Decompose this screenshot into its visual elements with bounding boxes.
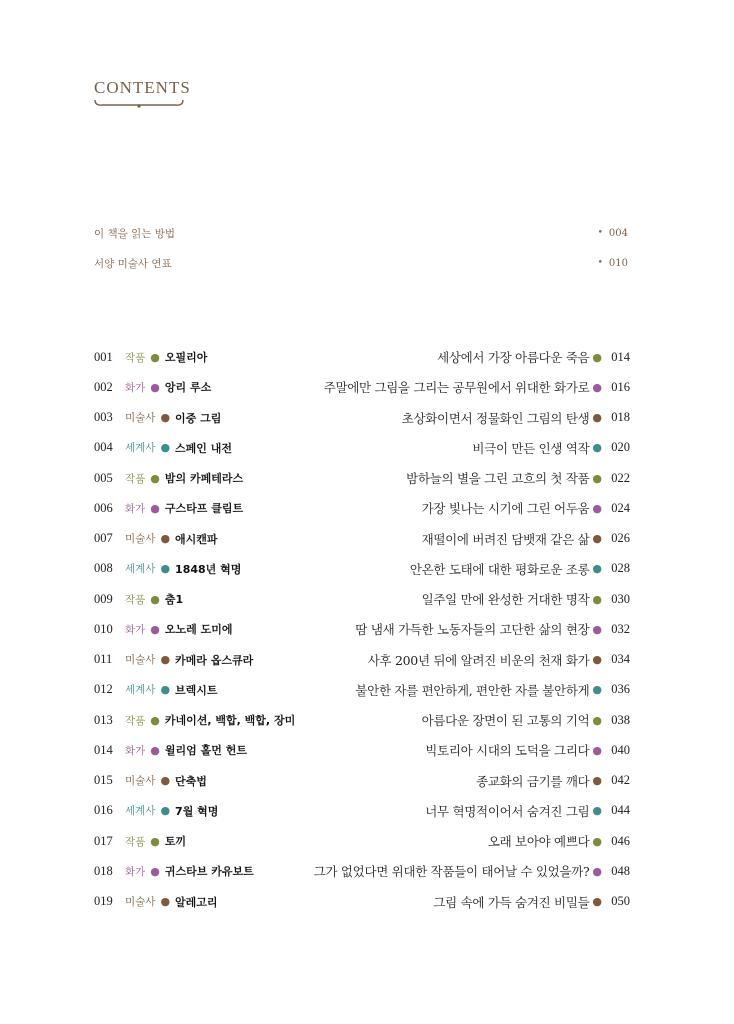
entry-description: 주말에만 그림을 그리는 공무원에서 위대한 화가로: [323, 380, 590, 396]
category-dot-icon: ●: [160, 804, 171, 818]
entry-page: 016: [611, 379, 630, 394]
page-dot-icon: ●: [592, 834, 602, 848]
title-flourish-ornament: [93, 97, 185, 109]
entry-title: 애시캔파: [175, 532, 218, 546]
bullet-dot-icon: •: [597, 258, 603, 268]
entry-category: 화가: [125, 381, 146, 394]
entry-description: 아름다운 장면이 된 고통의 기억: [421, 713, 590, 729]
entry-title: 오필리아: [164, 351, 208, 365]
toc-entry[interactable]: [94, 735, 630, 765]
entry-description: 오래 보아야 예쁘다: [487, 834, 590, 850]
entry-description: 밤하늘의 별을 그린 고흐의 첫 작품: [406, 471, 590, 487]
entry-title: 알레고리: [175, 895, 218, 909]
entry-page: 048: [611, 863, 630, 878]
toc-entry[interactable]: [94, 675, 630, 705]
entry-page: 026: [611, 531, 630, 546]
entry-category: 화가: [125, 744, 146, 757]
entry-description: 비극이 만든 인생 역작: [472, 440, 590, 456]
category-dot-icon: ●: [150, 743, 160, 757]
category-dot-icon: ●: [150, 592, 160, 606]
entry-page: 036: [611, 682, 630, 697]
entry-page: 024: [611, 500, 630, 515]
page-dot-icon: ●: [592, 864, 602, 878]
page-dot-icon: ●: [592, 592, 602, 606]
entry-description: 불안한 자를 편안하게, 편안한 자를 불안하게: [355, 682, 590, 698]
intro-label: 이 책을 읽는 방법: [94, 227, 176, 240]
page-dot-icon: ●: [592, 380, 602, 394]
toc-entry[interactable]: [94, 433, 630, 463]
category-dot-icon: ●: [160, 562, 171, 576]
entry-title: 오노레 도미에: [164, 623, 233, 637]
entry-title: 토끼: [164, 835, 187, 849]
entry-description: 그림 속에 가득 숨겨진 비밀들: [433, 894, 590, 910]
entry-title: 귀스타브 카유보트: [164, 865, 254, 879]
entry-number: 008: [94, 561, 113, 576]
toc-entry[interactable]: [94, 826, 630, 856]
entry-page: 018: [611, 410, 630, 425]
entry-number: 014: [94, 742, 113, 757]
entry-category: 화가: [125, 623, 146, 636]
entry-page: 034: [611, 652, 630, 667]
entry-page: 028: [611, 561, 630, 576]
entry-title: 구스타프 클림트: [164, 502, 244, 516]
entry-title: 춤1: [164, 593, 184, 607]
entry-category: 세계사: [125, 805, 156, 818]
page-dot-icon: ●: [592, 774, 602, 788]
page-dot-icon: ●: [592, 622, 602, 636]
category-dot-icon: ●: [160, 411, 171, 425]
entry-number: 012: [94, 682, 113, 697]
entry-category: 미술사: [125, 533, 156, 546]
entry-number: 015: [94, 773, 113, 788]
category-dot-icon: ●: [150, 350, 160, 364]
entry-number: 002: [94, 379, 113, 394]
entry-page: 040: [611, 742, 630, 757]
toc-entry[interactable]: [94, 463, 630, 493]
entry-description: 빅토리아 시대의 도덕을 그리다: [425, 743, 590, 759]
entry-category: 화가: [125, 865, 146, 878]
toc-entry[interactable]: [94, 403, 630, 433]
toc-entry[interactable]: [94, 524, 630, 554]
entry-page: 044: [611, 803, 630, 818]
page-dot-icon: ●: [592, 713, 602, 727]
entry-page: 030: [611, 591, 630, 606]
entry-page: 038: [611, 712, 630, 727]
entry-category: 화가: [125, 502, 146, 515]
entry-title: 이중 그림: [175, 411, 222, 425]
toc-entry[interactable]: [94, 493, 630, 523]
entry-number: 010: [94, 621, 113, 636]
entry-description: 재떨이에 버려진 담뱃재 같은 삶: [421, 531, 590, 547]
entry-category: 미술사: [125, 654, 156, 667]
entry-description: 안온한 도태에 대한 평화로운 조롱: [409, 561, 590, 577]
category-dot-icon: ●: [150, 471, 160, 485]
entry-page: 050: [611, 894, 630, 909]
page-dot-icon: ●: [592, 683, 602, 697]
entry-title: 앙리 루소: [164, 381, 212, 395]
toc-entry[interactable]: [94, 766, 630, 796]
page-dot-icon: ●: [592, 350, 602, 364]
entry-page: 020: [611, 440, 630, 455]
page-dot-icon: ●: [592, 471, 602, 485]
entry-category: 작품: [125, 835, 146, 848]
intro-page: 010: [608, 257, 628, 269]
toc-entry[interactable]: [94, 796, 630, 826]
toc-entry[interactable]: [94, 554, 630, 584]
entry-description: 가장 빛나는 시기에 그린 어두움: [421, 501, 590, 517]
page-dot-icon: ●: [592, 653, 602, 667]
category-dot-icon: ●: [150, 380, 160, 394]
entry-description: 너무 혁명적이어서 숨겨진 그림: [425, 803, 590, 819]
page-dot-icon: ●: [592, 532, 602, 546]
entry-title: 스페인 내전: [175, 441, 233, 455]
entry-number: 005: [94, 470, 113, 485]
entry-number: 011: [94, 652, 113, 667]
entry-number: 004: [94, 440, 113, 455]
entry-category: 작품: [125, 593, 146, 606]
category-dot-icon: ●: [150, 622, 160, 636]
toc-entry[interactable]: [94, 372, 630, 402]
category-dot-icon: ●: [160, 441, 171, 455]
category-dot-icon: ●: [160, 683, 171, 697]
entry-number: 017: [94, 833, 113, 848]
entry-title: 단축법: [175, 774, 207, 788]
entry-description: 초상화이면서 정물화인 그림의 탄생: [401, 410, 590, 426]
entry-number: 016: [94, 803, 113, 818]
toc-entry[interactable]: [94, 645, 630, 675]
entry-page: 046: [611, 833, 630, 848]
entry-category: 미술사: [125, 896, 156, 909]
toc-entry[interactable]: [94, 584, 630, 614]
toc-entry[interactable]: [94, 705, 630, 735]
entry-page: 032: [611, 621, 630, 636]
toc-entry[interactable]: [94, 342, 630, 372]
entry-category: 작품: [125, 351, 146, 364]
entry-category: 작품: [125, 472, 146, 485]
entry-title: 윌리엄 홀먼 헌트: [164, 744, 247, 758]
entry-title: 카네이션, 백합, 백합, 장미: [164, 714, 296, 728]
entry-number: 006: [94, 500, 113, 515]
toc-entry[interactable]: [94, 887, 630, 917]
entry-category: 미술사: [125, 412, 156, 425]
page-dot-icon: ●: [592, 895, 602, 909]
category-dot-icon: ●: [160, 774, 171, 788]
category-dot-icon: ●: [160, 653, 171, 667]
category-dot-icon: ●: [150, 834, 160, 848]
entry-description: 일주일 만에 완성한 거대한 명작: [421, 592, 590, 608]
category-dot-icon: ●: [150, 501, 160, 515]
page-dot-icon: ●: [592, 411, 602, 425]
entry-number: 001: [94, 349, 113, 364]
page-dot-icon: ●: [592, 441, 602, 455]
entry-number: 007: [94, 531, 113, 546]
entry-number: 009: [94, 591, 113, 606]
entry-title: 브렉시트: [175, 683, 218, 697]
page-dot-icon: ●: [592, 743, 602, 757]
bullet-dot-icon: •: [597, 228, 603, 238]
category-dot-icon: ●: [150, 864, 160, 878]
entry-category: 작품: [125, 714, 146, 727]
entry-description: 사후 200년 뒤에 알려진 비운의 천재 화가: [367, 652, 590, 668]
entry-title: 7월 혁명: [175, 804, 219, 818]
category-dot-icon: ●: [150, 713, 160, 727]
entry-title: 카메라 옵스큐라: [175, 653, 254, 667]
page-dot-icon: ●: [592, 804, 602, 818]
toc-entry[interactable]: [94, 856, 630, 886]
entry-number: 019: [94, 894, 113, 909]
entry-number: 018: [94, 863, 113, 878]
entry-title: 밤의 카페테라스: [164, 472, 244, 486]
intro-row-how-to-read[interactable]: [94, 223, 628, 243]
entry-description: 종교화의 금기를 깨다: [476, 773, 590, 789]
toc-entry[interactable]: [94, 614, 630, 644]
entry-page: 042: [611, 773, 630, 788]
toc-list: [94, 342, 630, 917]
entry-title: 1848년 혁명: [175, 562, 242, 576]
category-dot-icon: ●: [160, 895, 171, 909]
entry-description: 땀 냄새 가득한 노동자들의 고단한 삶의 현장: [355, 622, 590, 638]
entry-category: 세계사: [125, 442, 156, 455]
contents-title: CONTENTS: [94, 78, 191, 97]
page-dot-icon: ●: [592, 562, 602, 576]
category-dot-icon: ●: [160, 532, 171, 546]
entry-category: 세계사: [125, 563, 156, 576]
entry-number: 003: [94, 410, 113, 425]
entry-number: 013: [94, 712, 113, 727]
entry-description: 세상에서 가장 아름다운 죽음: [437, 350, 590, 366]
entry-category: 세계사: [125, 684, 156, 697]
intro-row-timeline[interactable]: [94, 253, 628, 273]
entry-description: 그가 없었다면 위대한 작품들이 태어날 수 있었을까?: [313, 864, 590, 880]
intro-label: 서양 미술사 연표: [94, 257, 172, 270]
entry-page: 014: [611, 349, 630, 364]
entry-page: 022: [611, 470, 630, 485]
entry-category: 미술사: [125, 775, 156, 788]
intro-page: 004: [608, 227, 628, 239]
page-dot-icon: ●: [592, 501, 602, 515]
